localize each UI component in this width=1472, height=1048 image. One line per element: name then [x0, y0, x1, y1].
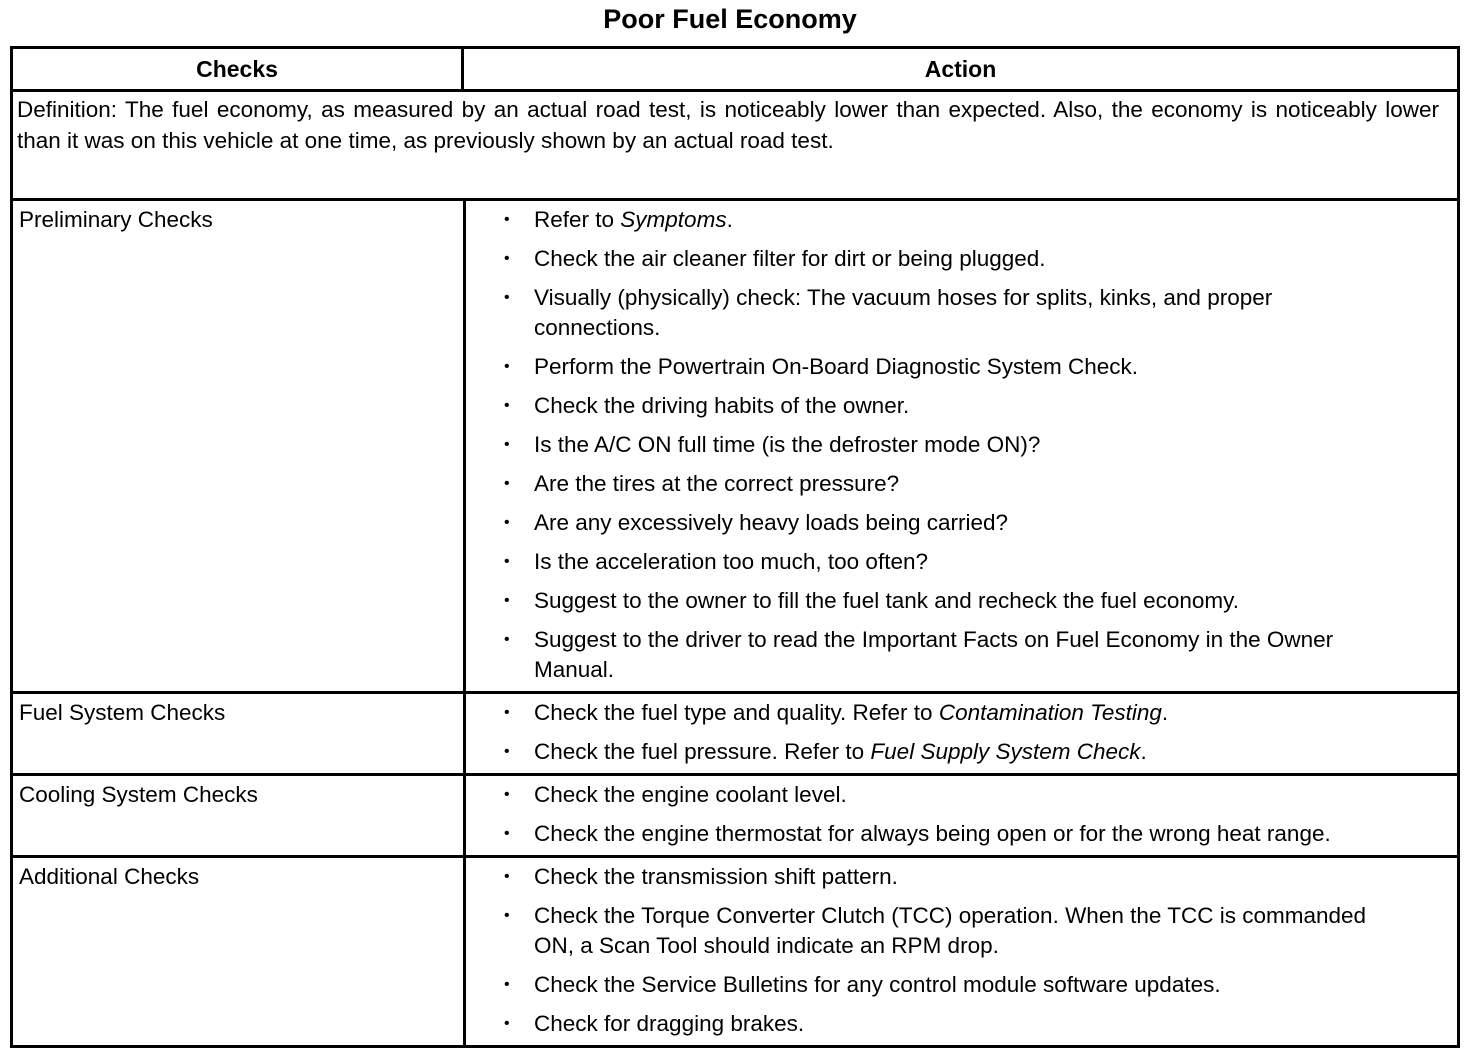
table-header [13, 49, 1457, 92]
bullet-icon: • [504, 868, 510, 885]
action-text: Check the driving habits of the owner. [534, 393, 910, 418]
list-item [504, 469, 1397, 499]
bullet-icon: • [504, 289, 510, 306]
action-text: Refer to [534, 207, 621, 232]
definition-row: Definition: The fuel economy, as measured by an actual road test, is noticeably lower than expected. Also, the economy is noticeably lower than it was on this vehicle at one time, as previously shown by an actual road test. [13, 92, 1457, 201]
action-text: Check the air cleaner filter for dirt or being plugged. [534, 246, 1046, 271]
action-text: Check the engine coolant level. [534, 782, 847, 807]
action-text: Check the Service Bulletins for any control module software updates. [534, 972, 1221, 997]
check-category: Cooling System Checks [13, 776, 466, 855]
list-item [504, 737, 1397, 767]
list-item [504, 625, 1397, 685]
action-list [504, 780, 1397, 849]
action-text: Check the fuel pressure. Refer to [534, 739, 871, 764]
list-item [504, 547, 1397, 577]
list-item [504, 698, 1397, 728]
action-text: Check the fuel type and quality. Refer to [534, 700, 939, 725]
list-item [504, 586, 1397, 616]
action-text: Is the acceleration too much, too often? [534, 549, 928, 574]
action-text: Perform the Powertrain On-Board Diagnostic System Check. [534, 354, 1138, 379]
list-item [504, 970, 1397, 1000]
bullet-icon: • [504, 907, 510, 924]
bullet-icon: • [504, 592, 510, 609]
list-item [504, 508, 1397, 538]
bullet-icon: • [504, 976, 510, 993]
list-item [504, 819, 1397, 849]
bullet-icon: • [504, 1015, 510, 1032]
punctuation: . [726, 207, 733, 232]
action-text: Are any excessively heavy loads being carried? [534, 510, 1009, 535]
action-text: Check the Torque Converter Clutch (TCC) operation. When the TCC is commanded ON, a Scan Tool should indicate an RPM drop. [534, 903, 1367, 958]
list-item [504, 205, 1397, 235]
action-cell [466, 201, 1457, 691]
action-text: Check for dragging brakes. [534, 1011, 805, 1036]
action-cell [466, 776, 1457, 855]
list-item [504, 901, 1397, 961]
bullet-icon: • [504, 704, 510, 721]
bullet-icon: • [504, 743, 510, 760]
bullet-icon: • [504, 358, 510, 375]
bullet-icon: • [504, 825, 510, 842]
table-row [13, 858, 1457, 1045]
action-text: Are the tires at the correct pressure? [534, 471, 900, 496]
list-item [504, 1009, 1397, 1039]
list-item [504, 430, 1397, 460]
action-text: Check the transmission shift pattern. [534, 864, 898, 889]
list-item [504, 391, 1397, 421]
action-list [504, 862, 1397, 1039]
punctuation: . [1161, 700, 1169, 725]
action-list [504, 698, 1397, 767]
check-category: Preliminary Checks [13, 201, 466, 691]
table-row [13, 201, 1457, 694]
bullet-icon: • [504, 250, 510, 267]
action-text: Visually (physically) check: The vacuum hoses for splits, kinks, and proper connections. [534, 285, 1273, 340]
bullet-icon: • [504, 786, 510, 803]
list-item [504, 244, 1397, 274]
list-item [504, 352, 1397, 382]
bullet-icon: • [504, 211, 510, 228]
diagnostic-table [10, 46, 1460, 1048]
action-column-header: Action [924, 56, 997, 82]
action-cell [466, 858, 1457, 1045]
action-text: Suggest to the driver to read the Important Facts on Fuel Economy in the Owner Manual. [534, 627, 1334, 682]
bullet-icon: • [504, 553, 510, 570]
table-body [13, 201, 1457, 1045]
bullet-icon: • [504, 514, 510, 531]
checks-column-header: Checks [13, 49, 464, 89]
check-category: Additional Checks [13, 858, 466, 1045]
page-title: Poor Fuel Economy [603, 4, 857, 34]
action-text: Is the A/C ON full time (is the defroster mode ON)? [534, 432, 1041, 457]
punctuation: . [1140, 739, 1147, 764]
reference-link: Symptoms [620, 207, 727, 232]
table-row [13, 776, 1457, 858]
action-list [504, 205, 1397, 685]
check-category: Fuel System Checks [13, 694, 466, 773]
list-item [504, 780, 1397, 810]
list-item [504, 283, 1397, 343]
action-text: Suggest to the owner to fill the fuel tank and recheck the fuel economy. [534, 588, 1240, 613]
list-item [504, 862, 1397, 892]
reference-link: Contamination Testing [938, 700, 1162, 725]
reference-link: Fuel Supply System Check [870, 739, 1141, 764]
action-cell [466, 694, 1457, 773]
bullet-icon: • [504, 397, 510, 414]
table-row [13, 694, 1457, 776]
bullet-icon: • [504, 475, 510, 492]
action-text: Check the engine thermostat for always being open or for the wrong heat range. [534, 821, 1331, 846]
bullet-icon: • [504, 436, 510, 453]
bullet-icon: • [504, 631, 510, 648]
